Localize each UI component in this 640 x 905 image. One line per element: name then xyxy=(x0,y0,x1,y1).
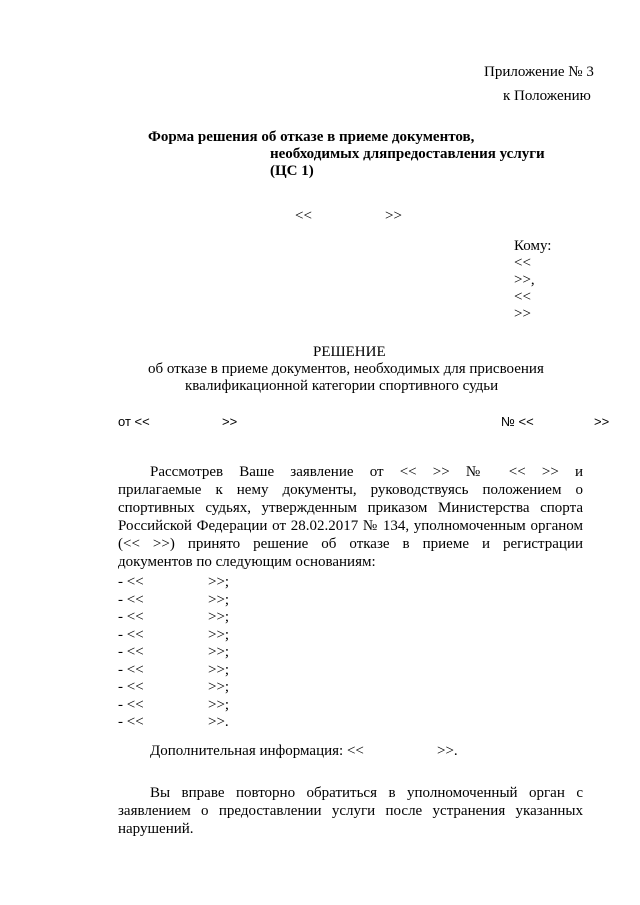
grounds-list xyxy=(118,574,229,732)
recipient-line3: << xyxy=(514,289,531,305)
closing-paragraph-line: нарушений. xyxy=(118,821,194,837)
date-from-open: от << xyxy=(118,414,150,429)
main-paragraph xyxy=(118,463,583,571)
recipient-line1: << xyxy=(514,255,531,271)
additional-info-label: Дополнительная информация: << xyxy=(150,743,364,759)
number-open: № << xyxy=(501,414,534,429)
number-close: >> xyxy=(594,414,610,429)
closing-paragraph-line: заявлением о предоставлении услуги после устранения указанных xyxy=(118,803,583,819)
list-item: - << >>. xyxy=(118,714,229,730)
main-paragraph-line: Российской Федерации от 28.02.2017 № 134, уполномоченным органом xyxy=(118,518,583,534)
main-paragraph-line: Рассмотрев Ваше заявление от << >> № << >> и xyxy=(150,464,583,480)
main-paragraph-line: спортивных судьях, утвержденным приказом Министерства спорта xyxy=(118,500,583,516)
appendix-number: Приложение № 3 xyxy=(484,64,594,80)
additional-info-close: >>. xyxy=(437,743,458,759)
main-paragraph-line: (<< >>) принято решение об отказе в приеме и регистрации xyxy=(118,536,583,552)
decision-subtitle-line2: квалификационной категории спортивного судьи xyxy=(185,378,499,394)
appendix-to: к Положению xyxy=(503,88,591,104)
form-title-line3: (ЦС 1) xyxy=(270,163,314,179)
list-item: - << >>; xyxy=(118,591,230,608)
main-paragraph-line: документов по следующим основаниям: xyxy=(118,554,376,570)
closing-paragraph-line: Вы вправе повторно обратиться в уполномоченный орган с xyxy=(150,785,583,801)
list-item: - << >>; xyxy=(118,574,230,590)
date-from-close: >> xyxy=(222,414,238,429)
main-paragraph-line: прилагаемые к нему документы, руководствуясь положением о xyxy=(118,482,583,498)
closing-paragraph xyxy=(118,784,583,838)
list-item: - << >>; xyxy=(118,679,230,695)
decision-heading: РЕШЕНИЕ xyxy=(313,344,386,360)
list-item: - << >>; xyxy=(118,696,230,713)
list-item: - << >>; xyxy=(118,644,230,660)
authority-placeholder-close: >> xyxy=(385,208,402,224)
form-title-line1: Форма решения об отказе в приеме документов, xyxy=(148,129,475,145)
list-item: - << >>; xyxy=(118,626,230,643)
decision-subtitle-line1: об отказе в приеме документов, необходимых для присвоения xyxy=(148,361,544,377)
recipient-line2: >>, xyxy=(514,272,535,288)
list-item: - << >>; xyxy=(118,661,230,678)
authority-placeholder-open: << xyxy=(295,208,312,224)
recipient-line4: >> xyxy=(514,306,531,322)
recipient-label: Кому: xyxy=(514,238,552,254)
list-item: - << >>; xyxy=(118,609,230,625)
form-title-line2: необходимых дляпредоставления услуги xyxy=(270,146,545,162)
